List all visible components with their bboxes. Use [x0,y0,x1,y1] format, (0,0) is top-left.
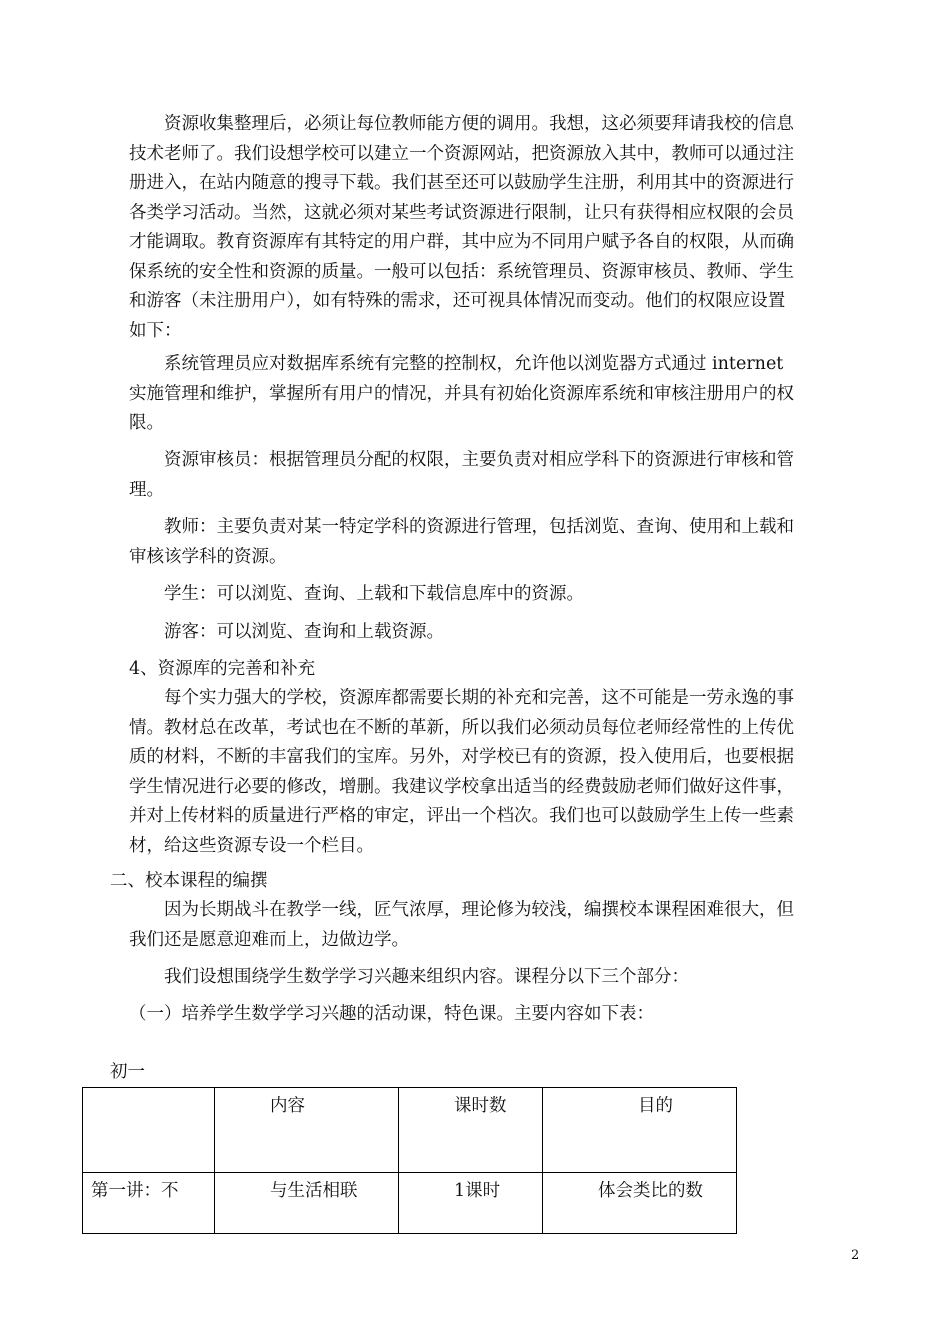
paragraph-resource-access [129,110,794,346]
text-line: 各类学习活动。当然，这就必须对某些考试资源进行限制，让只有获得相应权限的会员 [129,202,794,223]
text-line: 并对上传材料的质量进行严格的审定，评出一个档次。我们也可以鼓励学生上传一些素 [129,806,794,826]
table-header-row [83,1088,737,1173]
text-line: 情。教材总在改革，考试也在不断的革新，所以我们必须动员每位老师经常性的上传优 [129,717,794,738]
paragraph-student-role: 学生：可以浏览、查询、上载和下载信息库中的资源。 [164,584,584,604]
text-line: 系统管理员应对数据库系统有完整的控制权，允许他以浏览器方式通过 internet [164,354,784,374]
paragraph-part-one: （一）培养学生数学学习兴趣的活动课，特色课。主要内容如下表： [129,1004,654,1024]
text-line: 和游客（未注册用户），如有特殊的需求，还可视具体情况而变动。他们的权限应设置 [129,291,786,311]
text-line: 每个实力强大的学校，资源库都需要长期的补充和完善，这不可能是一劳永逸的事 [164,688,794,708]
text-line: 册进入，在站内随意的搜寻下载。我们甚至还可以鼓励学生注册，利用其中的资源进行 [129,173,794,193]
text-line: 资源收集整理后，必须让每位教师能方便的调用。我想，这必须要拜请我校的信息 [164,114,794,134]
paragraph-guest-role: 游客：可以浏览、查询和上载资源。 [164,622,444,642]
paragraph-library-improvement [129,684,794,861]
table-cell: 与生活相联 [215,1173,399,1234]
text-line: 保系统的安全性和资源的质量。一般可以包括：系统管理员、资源审核员、教师、学生 [129,261,794,282]
text-line: 我们还是愿意迎难而上，边做边学。 [129,929,409,950]
table-cell: 1课时 [399,1173,543,1234]
text-line: 限。 [129,413,164,433]
text-line: 技术老师了。我们设想学校可以建立一个资源网站，把资源放入其中，教师可以通过注 [129,143,794,164]
text-line: 实施管理和维护，掌握所有用户的情况，并具有初始化资源库系统和审核注册用户的权 [129,383,794,404]
table-cell: 第一讲：不 [83,1173,215,1234]
paragraph-curriculum-parts: 我们设想围绕学生数学学习兴趣来组织内容。课程分以下三个部分： [164,967,689,987]
table-header-cell: 课时数 [399,1088,543,1173]
paragraph-admin-role [129,350,794,439]
text-line: 学生情况进行必要的修改，增删。我建议学校拿出适当的经费鼓励老师们做好这件事， [129,776,794,797]
text-line: 资源审核员：根据管理员分配的权限，主要负责对相应学科下的资源进行审核和管 [164,450,794,470]
text-line: 理。 [129,479,164,500]
section-heading-2: 二、校本课程的编撰 [110,871,268,891]
text-line: 材，给这些资源专设一个栏目。 [129,835,374,856]
page-number: 2 [851,1248,860,1263]
table-header-cell: 目的 [543,1088,737,1173]
paragraph-teacher-role [129,513,794,572]
table-row [83,1173,737,1234]
text-line: 质的材料，不断的丰富我们的宝库。另外，对学校已有的资源，投入使用后，也要根据 [129,747,794,767]
table-header-cell: 内容 [215,1088,399,1173]
text-line: 审核该学科的资源。 [129,546,287,567]
text-line: 如下： [129,320,182,341]
table-header-cell [83,1088,215,1173]
text-line: 才能调取。教育资源库有其特定的用户群，其中应为不同用户赋予各自的权限，从而确 [129,232,794,252]
paragraph-curriculum-intro [129,896,794,955]
text-line: 教师：主要负责对某一特定学科的资源进行管理，包括浏览、查询、使用和上载和 [164,517,794,537]
table-caption: 初一 [110,1062,145,1082]
text-line: 因为长期战斗在教学一线，匠气浓厚，理论修为较浅，编撰校本课程困难很大，但 [164,900,794,920]
course-table [82,1087,737,1234]
section-heading-4: 4、资源库的完善和补充 [129,659,316,679]
table-cell: 体会类比的数 [543,1173,737,1234]
paragraph-reviewer-role [129,446,794,505]
